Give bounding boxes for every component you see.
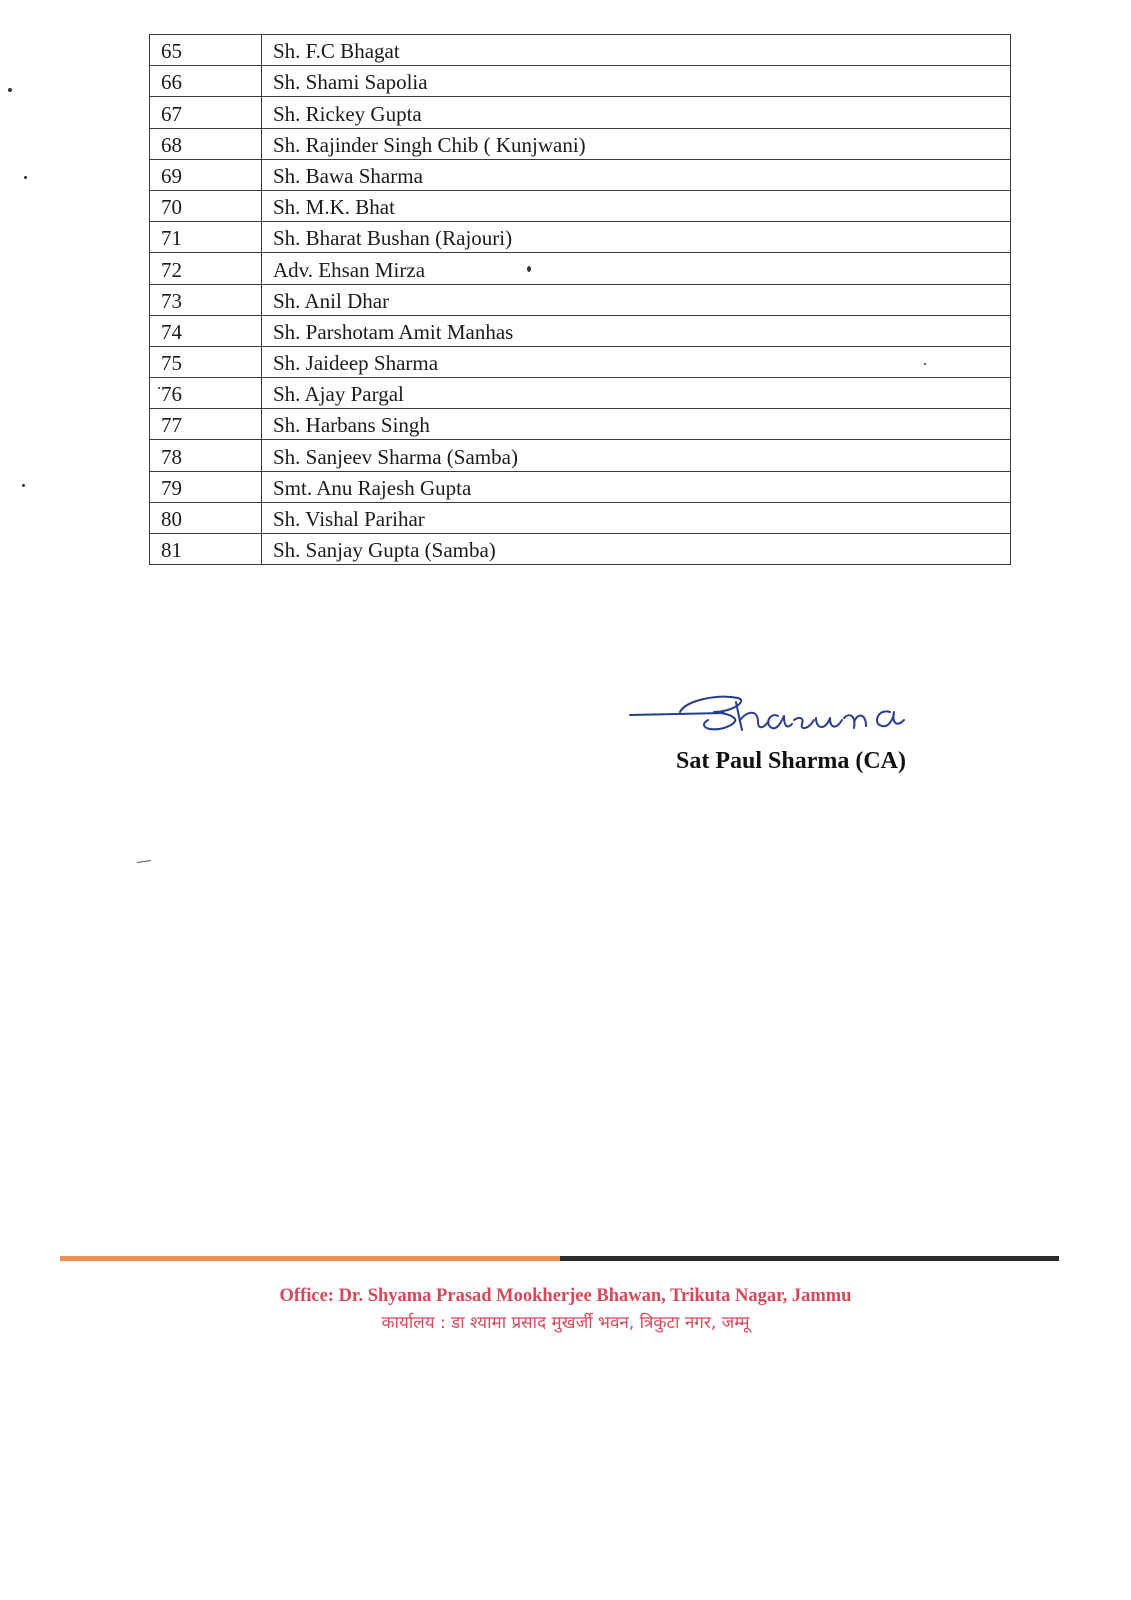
member-name-cell: [262, 534, 1011, 565]
table-row: [150, 66, 1011, 97]
table-row: [150, 502, 1011, 533]
serial-number: 72: [161, 257, 182, 282]
footer-divider-orange: [60, 1256, 560, 1261]
serial-number-cell: [150, 222, 262, 253]
scan-speck: [924, 363, 926, 365]
member-name: Sh. M.K. Bhat: [273, 195, 395, 220]
serial-number-cell: [150, 440, 262, 471]
serial-number-cell: [150, 190, 262, 221]
scan-speck: [8, 88, 12, 92]
serial-number: 68: [161, 132, 182, 157]
handwritten-signature: [628, 690, 928, 740]
serial-number-cell: [150, 378, 262, 409]
member-name: Sh. Anil Dhar: [273, 288, 390, 313]
member-name: Sh. Sanjay Gupta (Samba): [273, 538, 496, 563]
member-name-cell: [262, 128, 1011, 159]
members-table: [149, 34, 1011, 565]
scan-speck: [24, 176, 27, 179]
member-name-cell: [262, 159, 1011, 190]
table-row: [150, 222, 1011, 253]
footer-office-address-hindi: कार्यालय : डा श्यामा प्रसाद मुखर्जी भवन, त्रिकुटा नगर, जम्मू: [381, 1313, 750, 1333]
member-name: Sh. Ajay Pargal: [273, 382, 404, 407]
serial-number-cell: [150, 502, 262, 533]
member-name-cell: [262, 471, 1011, 502]
serial-number-cell: [150, 534, 262, 565]
serial-number: 69: [161, 163, 182, 188]
table-row: [150, 159, 1011, 190]
member-name-cell: [262, 409, 1011, 440]
member-name: Sh. Jaideep Sharma: [273, 351, 439, 376]
serial-number-cell: [150, 315, 262, 346]
scan-speck: [527, 266, 531, 272]
serial-number-cell: [150, 284, 262, 315]
serial-number: 81: [161, 538, 182, 563]
serial-number: 66: [161, 70, 182, 95]
members-table-body: [150, 35, 1011, 565]
table-row: [150, 378, 1011, 409]
table-row: [150, 346, 1011, 377]
table-row: [150, 534, 1011, 565]
serial-number: 67: [161, 101, 182, 126]
table-row: [150, 97, 1011, 128]
table-row: [150, 284, 1011, 315]
member-name-cell: [262, 315, 1011, 346]
member-name: Sh. Rajinder Singh Chib ( Kunjwani): [273, 132, 586, 157]
member-name: Sh. Harbans Singh: [273, 413, 430, 438]
signatory-name: Sat Paul Sharma (CA): [676, 748, 907, 774]
scan-speck: [22, 484, 25, 487]
member-name-cell: [262, 378, 1011, 409]
serial-number: 74: [161, 319, 182, 344]
member-name-cell: [262, 97, 1011, 128]
scan-speck: [158, 387, 160, 389]
member-name: Sh. Shami Sapolia: [273, 70, 428, 95]
serial-number: 71: [161, 226, 182, 251]
serial-number: 70: [161, 195, 182, 220]
table-row: [150, 440, 1011, 471]
serial-number: 77: [161, 413, 182, 438]
member-name-cell: [262, 35, 1011, 66]
serial-number: 65: [161, 39, 182, 64]
table-row: [150, 315, 1011, 346]
serial-number-cell: [150, 35, 262, 66]
serial-number-cell: [150, 409, 262, 440]
table-row: [150, 35, 1011, 66]
serial-number: 73: [161, 288, 182, 313]
footer-office-address: Office: Dr. Shyama Prasad Mookherjee Bhawan, Trikuta Nagar, Jammu: [279, 1286, 852, 1306]
member-name: Sh. F.C Bhagat: [273, 39, 400, 64]
table-row: [150, 128, 1011, 159]
member-name: Sh. Bawa Sharma: [273, 163, 423, 188]
serial-number-cell: [150, 471, 262, 502]
footer-divider: [60, 1256, 1059, 1261]
member-name: Sh. Parshotam Amit Manhas: [273, 319, 514, 344]
member-name-cell: [262, 346, 1011, 377]
member-name: Sh. Sanjeev Sharma (Samba): [273, 444, 518, 469]
member-name-cell: [262, 66, 1011, 97]
member-name-cell: [262, 440, 1011, 471]
table-row: [150, 190, 1011, 221]
footer-divider-dark: [560, 1256, 1059, 1261]
member-name-cell: [262, 222, 1011, 253]
serial-number-cell: [150, 66, 262, 97]
member-name-cell: [262, 190, 1011, 221]
member-name-cell: [262, 502, 1011, 533]
member-name: Sh. Vishal Parihar: [273, 507, 425, 531]
serial-number: 78: [161, 444, 182, 469]
serial-number: 79: [161, 475, 182, 500]
serial-number: 75: [161, 351, 182, 376]
scan-speck: [137, 860, 151, 863]
member-name-cell: [262, 253, 1011, 284]
table-row: [150, 471, 1011, 502]
serial-number-cell: [150, 159, 262, 190]
serial-number-cell: [150, 97, 262, 128]
table-row: [150, 253, 1011, 284]
serial-number-cell: [150, 128, 262, 159]
member-name: Adv. Ehsan Mirza: [273, 257, 426, 282]
member-name: Sh. Bharat Bushan (Rajouri): [273, 226, 513, 251]
serial-number: 80: [161, 507, 182, 531]
table-row: [150, 409, 1011, 440]
member-name: Sh. Rickey Gupta: [273, 101, 422, 126]
serial-number-cell: [150, 253, 262, 284]
member-name: Smt. Anu Rajesh Gupta: [273, 475, 472, 500]
member-name-cell: [262, 284, 1011, 315]
serial-number: 76: [161, 382, 182, 407]
serial-number-cell: [150, 346, 262, 377]
